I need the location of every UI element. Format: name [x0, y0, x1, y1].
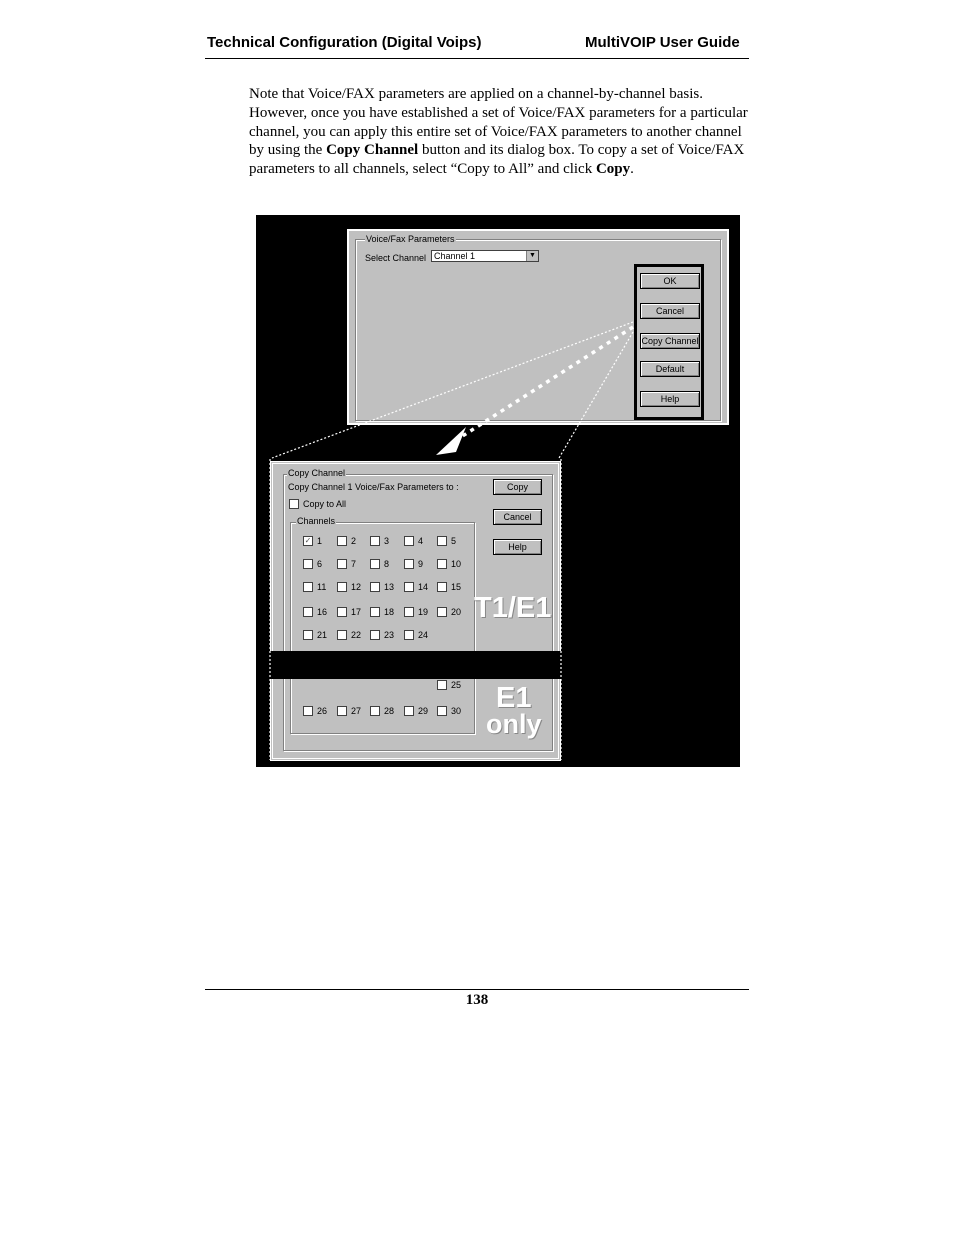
channel-label: 9	[418, 559, 424, 569]
channel-label: 3	[384, 536, 390, 546]
channel-label: 30	[451, 706, 462, 716]
t1e1-label: T1/E1	[474, 592, 552, 624]
para-text-2: button and its dialog box. To copy a set of Voice/FAX parameters to all channels, select “Copy to All” and click	[249, 142, 745, 178]
copy-to-all-label: Copy to All	[303, 499, 347, 509]
para-text-3: .	[630, 161, 634, 178]
header-rule	[205, 58, 749, 59]
footer-rule	[205, 989, 749, 990]
channel-label: 27	[351, 706, 362, 716]
channel-label: 21	[317, 630, 328, 640]
channel-label: 17	[351, 607, 362, 617]
channel-label: 7	[351, 559, 357, 569]
callout-lines	[256, 215, 740, 767]
copy-button[interactable]: Copy	[493, 479, 542, 495]
voice-fax-group-title: Voice/Fax Parameters	[366, 234, 455, 244]
channel-label: 28	[384, 706, 395, 716]
channel-label: 29	[418, 706, 429, 716]
channel-label: 8	[384, 559, 390, 569]
default-button[interactable]: Default	[640, 361, 700, 377]
channel-label: 12	[351, 582, 362, 592]
channels-group-title: Channels	[297, 516, 336, 526]
callout-line-right	[559, 332, 633, 458]
channel-label: 26	[317, 706, 328, 716]
header-guide-title: MultiVOIP User Guide	[585, 34, 740, 51]
checkbox[interactable]: ✓	[304, 536, 312, 545]
callout-arrow-line	[461, 327, 633, 437]
select-channel-label: Select Channel	[365, 253, 427, 263]
para-bold-copy: Copy	[595, 161, 631, 178]
para-text-1: Note that Voice/FAX parameters are applied on a channel-by-channel basis. However, once you have established a set of Voice/FAX parameters for a particular channel, you can apply this entire set of Voice/FAX parameters to another channel by using the	[249, 86, 748, 159]
channel-label: 18	[384, 607, 395, 617]
help-button[interactable]: Help	[640, 391, 700, 407]
copy-instruction: Copy Channel 1 Voice/Fax Parameters to :	[288, 482, 459, 492]
channel-label: 23	[384, 630, 395, 640]
header-section-title: Technical Configuration (Digital Voips)	[207, 34, 482, 51]
channel-label: 16	[317, 607, 328, 617]
screenshot-figure	[256, 215, 740, 767]
channel-label: 13	[384, 582, 395, 592]
channel-label: 22	[351, 630, 362, 640]
e1-label: E1	[496, 682, 532, 714]
channel-label: 19	[418, 607, 429, 617]
callout-line-left	[272, 322, 633, 458]
select-channel-value: Channel 1	[434, 251, 476, 261]
channel-label: 20	[451, 607, 462, 617]
channel-label: 10	[451, 559, 462, 569]
copy-channel-group-title: Copy Channel	[288, 468, 346, 478]
channel-label: 5	[451, 536, 457, 546]
dialog-cancel-button[interactable]: Cancel	[493, 509, 542, 525]
channel-label: 14	[418, 582, 429, 592]
page-number: 138	[465, 992, 489, 1008]
channel-label: 24	[418, 630, 429, 640]
callout-arrowhead	[436, 427, 466, 455]
chevron-down-icon[interactable]: ▼	[526, 251, 538, 261]
channel-label: 1	[317, 536, 323, 546]
only-label: only	[486, 709, 542, 739]
channel-label: 2	[351, 536, 357, 546]
copy-channel-button[interactable]: Copy Channel	[640, 333, 700, 349]
body-paragraph	[249, 85, 749, 179]
channel-label: 15	[451, 582, 462, 592]
para-bold-copy-channel: Copy Channel	[326, 142, 419, 159]
dialog-help-button[interactable]: Help	[493, 539, 542, 555]
channel-label: 11	[317, 582, 327, 592]
cancel-button[interactable]: Cancel	[640, 303, 700, 319]
channel-label: 4	[418, 536, 424, 546]
channel-label: 25	[451, 680, 462, 690]
channel-label: 6	[317, 559, 323, 569]
ok-button[interactable]: OK	[640, 273, 700, 289]
